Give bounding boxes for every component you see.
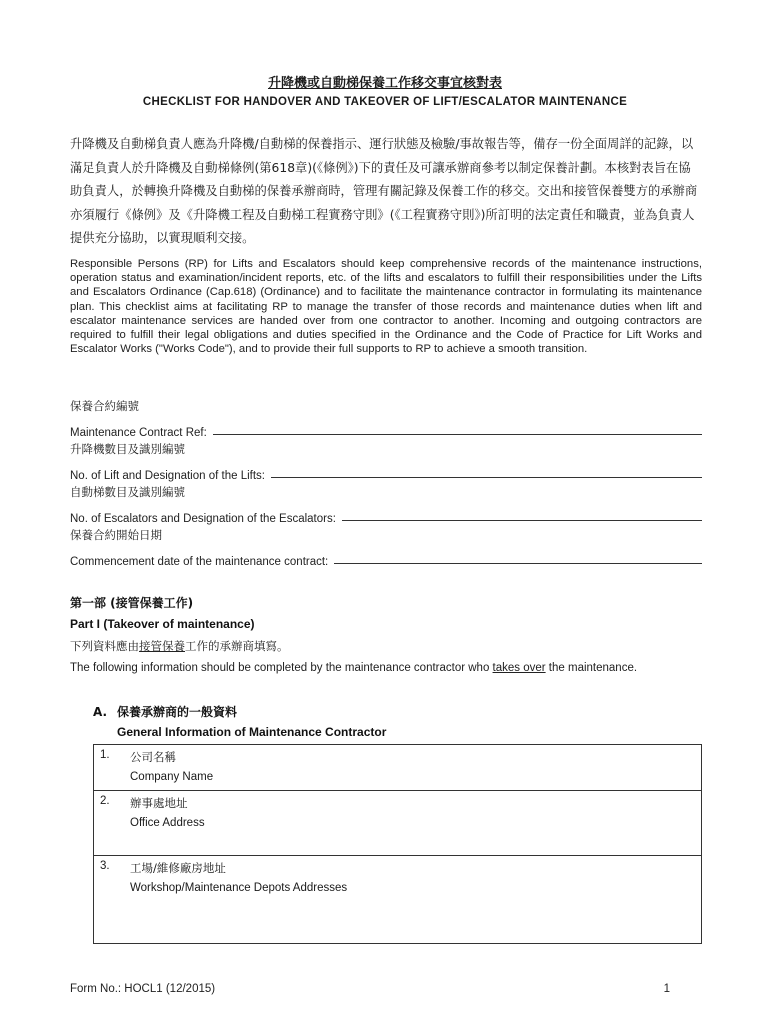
contract-fields <box>70 396 702 568</box>
section-a-heading-en: General Information of Maintenance Contractor <box>117 725 387 739</box>
workshop-address-label-en: Workshop/Maintenance Depots Addresses <box>130 882 348 894</box>
title-chinese: 升降機或自動梯保養工作移交事宜核對表 <box>267 76 502 91</box>
part-one <box>70 592 710 679</box>
row-number: 2. <box>100 795 110 807</box>
escalators-field[interactable] <box>342 504 702 521</box>
intro-paragraph-chinese: 升降機及自動梯負責人應為升降機/自動梯的保養指示、運行狀態及檢驗/事故報告等，備存一份全面周詳的記錄，以滿足負責人於升降機及自動梯條例(第618章)(《條例》)下的責任及可讓承辦商參考以制定保養計劃。本核對表旨在協助負責人，於轉換升降機及自動梯的保養承辦商時，管理有關記錄及保養工作的移交。交出和接管保養雙方的承辦商亦須履行《條例》及《升降機工程及自動梯工程實務守則》(《工程實務守則》)所訂明的法定責任和職責，並為負責人提供充分協助，以實現順利交接。 <box>70 137 698 245</box>
form-number: Form No.: HOCL1 (12/2015) <box>70 983 216 995</box>
escalators-row <box>70 503 702 525</box>
note-en-underline: takes over <box>492 662 546 674</box>
workshop-address-label-zh: 工場/維修廠房地址 <box>130 861 226 875</box>
escalators-label-zh: 自動梯數目及識別編號 <box>70 485 185 499</box>
contract-ref-row <box>70 417 702 439</box>
escalators-label-en: No. of Escalators and Designation of the Escalators: <box>70 513 336 525</box>
lifts-row <box>70 460 702 482</box>
note-zh-pre: 下列資料應由 <box>70 639 139 653</box>
section-a-title-zh: 保養承辦商的一般資料 <box>117 705 238 719</box>
page-footer <box>70 983 670 995</box>
title-english: CHECKLIST FOR HANDOVER AND TAKEOVER OF LIFT/ESCALATOR MAINTENANCE <box>142 96 628 108</box>
company-name-label-zh: 公司名稱 <box>130 750 176 764</box>
row-number: 3. <box>100 860 110 872</box>
table-row[interactable] <box>94 791 701 856</box>
office-address-label-en: Office Address <box>130 817 205 829</box>
section-a-heading-zh <box>93 702 703 722</box>
lifts-label-en: No. of Lift and Designation of the Lifts: <box>70 470 265 482</box>
contract-ref-label-zh: 保養合約編號 <box>70 399 139 413</box>
note-en-pre: The following information should be completed by the maintenance contractor who <box>70 662 493 674</box>
note-en-post: the maintenance. <box>545 662 638 674</box>
note-zh-underline: 接管保養 <box>139 639 185 653</box>
lifts-field[interactable] <box>271 461 702 478</box>
part-one-note-en <box>70 657 710 679</box>
section-a-heading <box>93 702 703 742</box>
part-one-heading-en: Part I (Takeover of maintenance) <box>70 617 255 631</box>
contractor-info-table <box>93 744 702 944</box>
note-zh-post: 工作的承辦商填寫。 <box>185 639 289 653</box>
contract-ref-field[interactable] <box>213 418 702 435</box>
table-row[interactable] <box>94 856 701 943</box>
lifts-label-zh: 升降機數目及識別編號 <box>70 442 185 456</box>
part-one-note-zh <box>70 635 710 657</box>
page-number: 1 <box>663 983 670 995</box>
company-name-label-en: Company Name <box>130 771 214 783</box>
row-number: 1. <box>100 749 110 761</box>
commencement-label-en: Commencement date of the maintenance contract: <box>70 556 329 568</box>
intro-paragraph-english: Responsible Persons (RP) for Lifts and Escalators should keep comprehensive records of the maintenance instructions, operation status and examination/incident reports, etc. of the lifts and escalators to fulfill their responsibilities under the Lifts and Escalators Ordinance (Cap.618) (Ordinance) and to facilitate the maintenance contractor in formulating its maintenance plan. This checklist aims at facilitating RP to manage the transfer of those records and maintenance duties when lift and escalator maintenance services are handed over from one contractor to another. Incoming and outgoing contractors are required to fulfill their legal obligations and duties specified in the Ordinance and the Code of Practice for Lift Works and Escalator Works ("Works Code"), and to provide their full supports to RP to achieve a smooth transition. <box>70 258 702 356</box>
commencement-label-zh: 保養合約開始日期 <box>70 528 162 542</box>
table-row[interactable] <box>94 745 701 791</box>
contract-ref-label-en: Maintenance Contract Ref: <box>70 427 207 439</box>
commencement-row <box>70 546 702 568</box>
office-address-label-zh: 辦事處地址 <box>130 796 188 810</box>
section-a-letter: A. <box>93 705 108 719</box>
commencement-date-field[interactable] <box>334 547 702 564</box>
part-one-heading-zh: 第一部 (接管保養工作) <box>70 596 194 610</box>
